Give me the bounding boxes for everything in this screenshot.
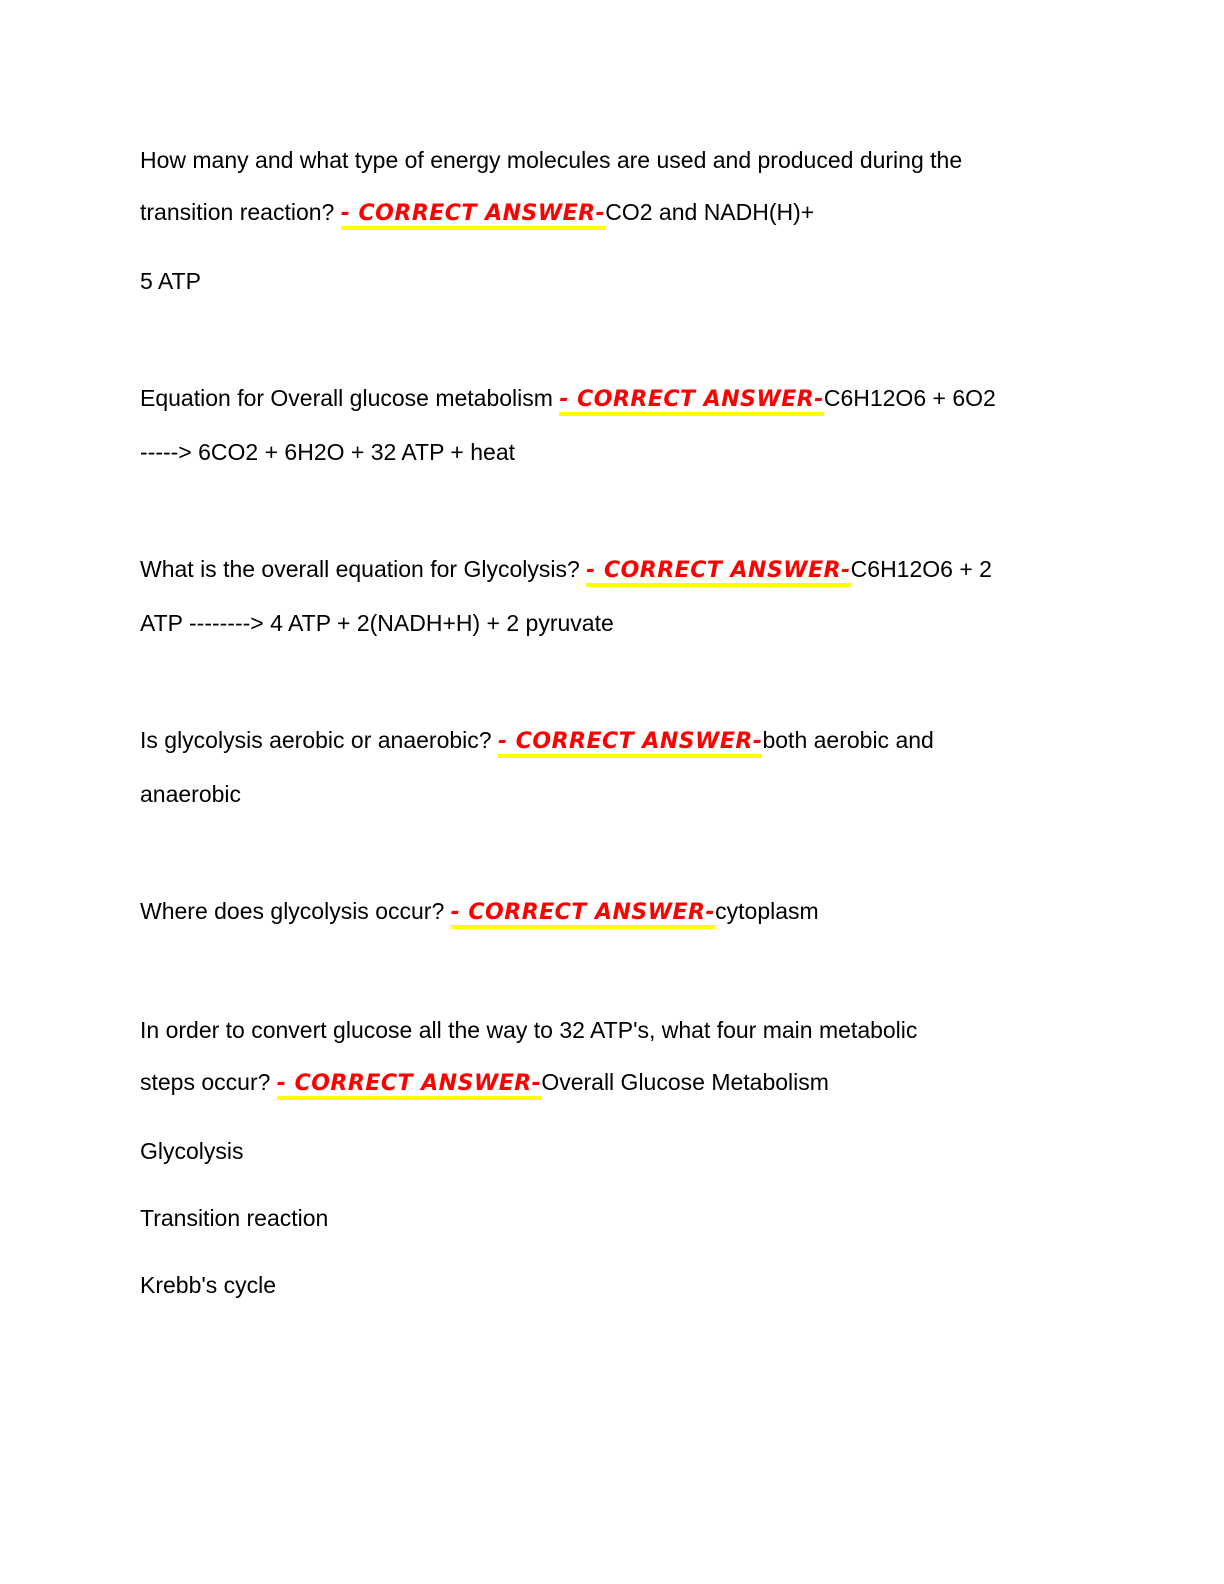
answer-text: ATP --------> 4 ATP + 2(NADH+H) + 2 pyruvate <box>140 610 614 636</box>
question-text: Is glycolysis aerobic or anaerobic? <box>140 727 498 753</box>
text-line <box>140 426 1074 478</box>
question-text: In order to convert glucose all the way to 32 ATP's, what four main metabolic <box>140 1017 918 1043</box>
answer-text: 5 ATP <box>140 268 201 294</box>
correct-answer-marker: - CORRECT ANSWER- <box>498 729 763 758</box>
correct-answer-marker: - CORRECT ANSWER- <box>559 387 824 416</box>
qa-block <box>140 372 1074 478</box>
question-text: Equation for Overall glucose metabolism <box>140 385 560 411</box>
qa-paragraph <box>140 543 1074 649</box>
answer-text: both aerobic and <box>762 727 934 753</box>
answer-text: Transition reaction <box>140 1205 329 1231</box>
text-line <box>140 372 1074 426</box>
qa-paragraph <box>140 714 1074 820</box>
qa-paragraph <box>140 885 1074 939</box>
correct-answer-marker: - CORRECT ANSWER- <box>277 1071 542 1100</box>
qa-block <box>140 543 1074 649</box>
text-line <box>140 1259 1074 1311</box>
text-line <box>140 1192 1074 1244</box>
text-line <box>140 714 1074 768</box>
question-text: What is the overall equation for Glycolysis? <box>140 556 587 582</box>
text-line <box>140 768 1074 820</box>
qa-paragraph <box>140 1125 1074 1177</box>
question-text: steps occur? <box>140 1069 277 1095</box>
question-text: How many and what type of energy molecules are used and produced during the <box>140 147 963 173</box>
answer-text: Overall Glucose Metabolism <box>541 1069 829 1095</box>
answer-text: cytoplasm <box>715 898 819 924</box>
text-line <box>140 1056 1074 1110</box>
qa-paragraph <box>140 1259 1074 1311</box>
text-line <box>140 1004 1074 1056</box>
qa-paragraph <box>140 1192 1074 1244</box>
qa-block <box>140 885 1074 939</box>
correct-answer-marker: - CORRECT ANSWER- <box>586 558 851 587</box>
qa-block <box>140 1004 1074 1311</box>
question-text: transition reaction? <box>140 199 341 225</box>
answer-text: anaerobic <box>140 781 242 807</box>
qa-paragraph <box>140 134 1074 240</box>
text-line <box>140 543 1074 597</box>
qa-block <box>140 714 1074 820</box>
qa-paragraph <box>140 1004 1074 1110</box>
correct-answer-marker: - CORRECT ANSWER- <box>451 900 716 929</box>
text-line <box>140 255 1074 307</box>
answer-text: C6H12O6 + 2 <box>850 556 992 582</box>
text-line <box>140 597 1074 649</box>
text-line <box>140 885 1074 939</box>
text-line <box>140 134 1074 186</box>
answer-text: Krebb's cycle <box>140 1272 277 1298</box>
answer-text: -----> 6CO2 + 6H2O + 32 ATP + heat <box>140 439 515 465</box>
text-line <box>140 186 1074 240</box>
qa-paragraph <box>140 372 1074 478</box>
correct-answer-marker: - CORRECT ANSWER- <box>341 201 606 230</box>
qa-paragraph <box>140 255 1074 307</box>
qa-block <box>140 134 1074 307</box>
answer-text: Glycolysis <box>140 1138 244 1164</box>
answer-text: CO2 and NADH(H)+ <box>605 199 815 225</box>
question-text: Where does glycolysis occur? <box>140 898 451 924</box>
text-line <box>140 1125 1074 1177</box>
answer-text: C6H12O6 + 6O2 <box>823 385 996 411</box>
